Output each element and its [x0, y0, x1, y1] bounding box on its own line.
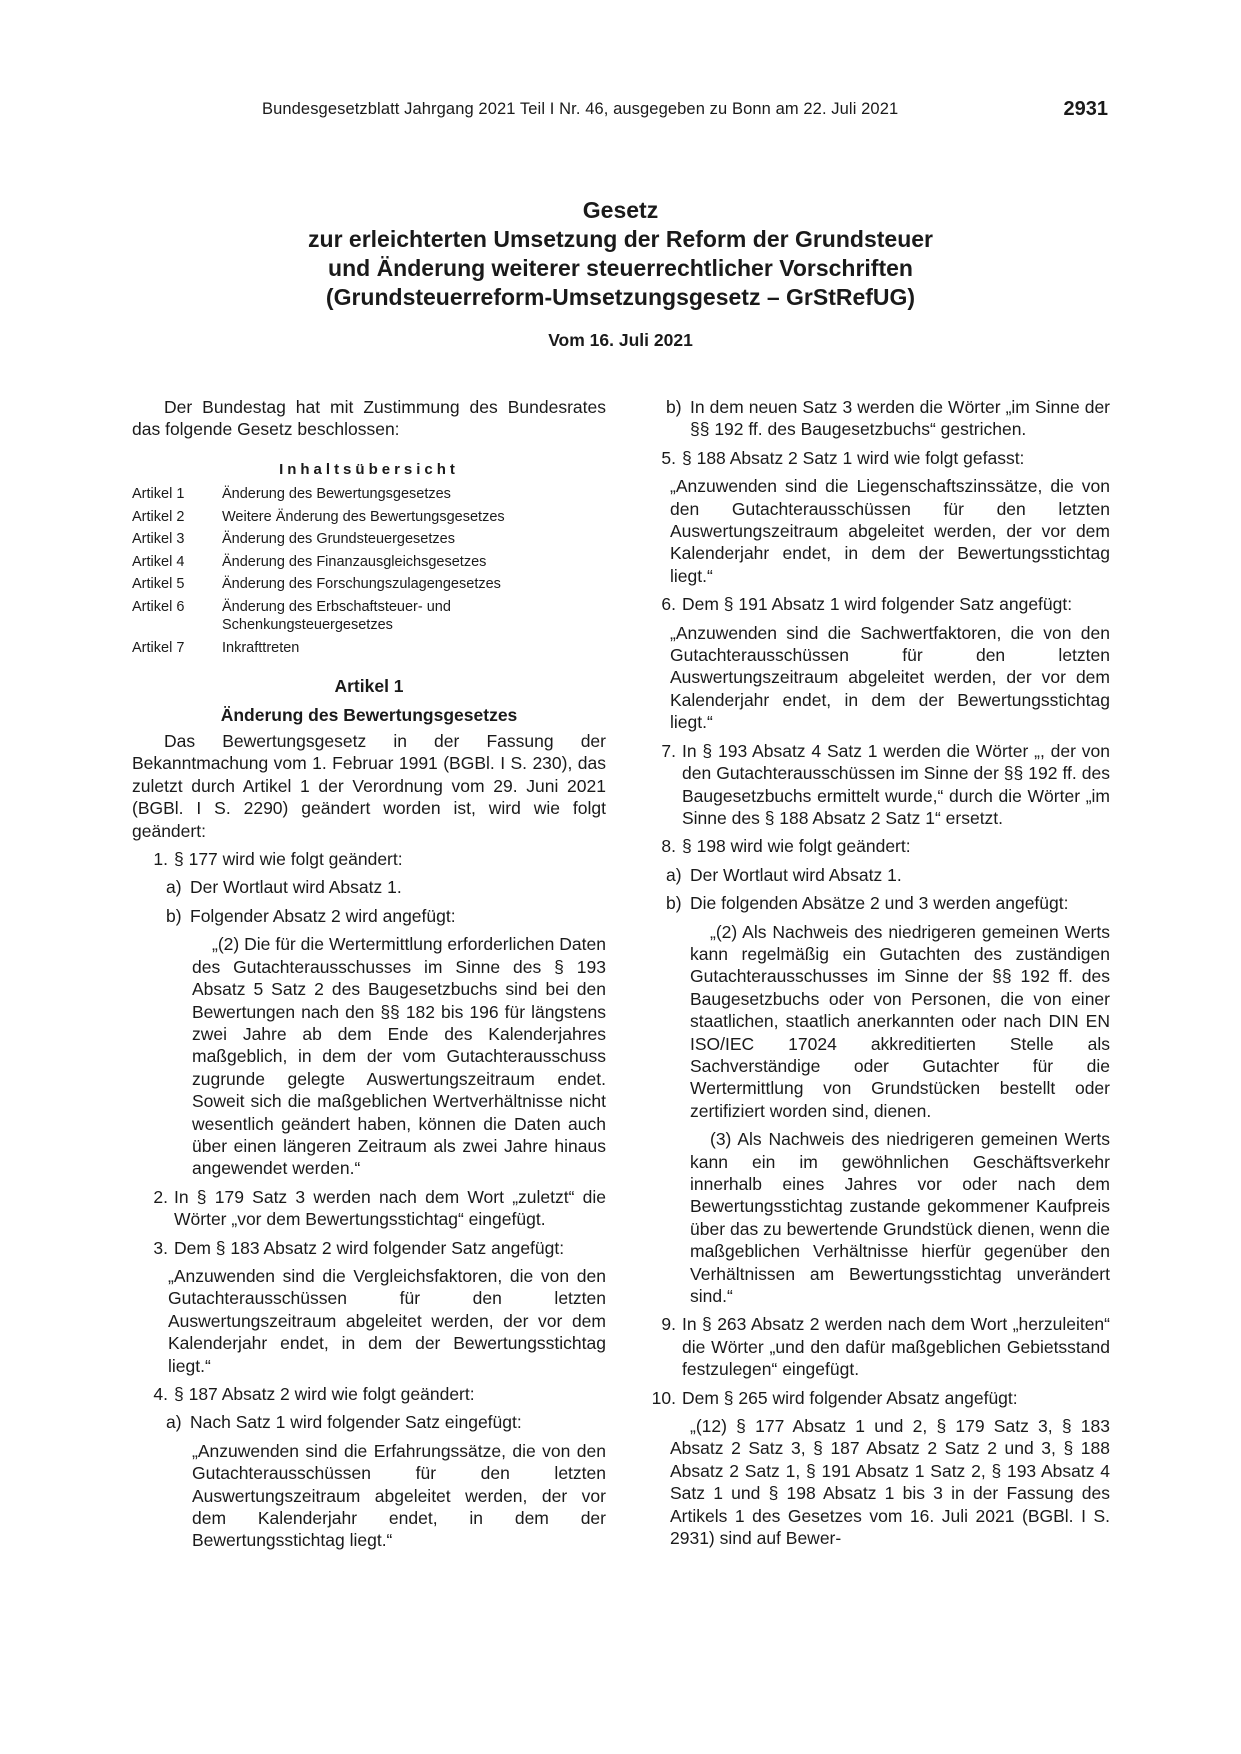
amendment-item	[132, 1186, 606, 1231]
toc-article: Artikel 5	[132, 576, 185, 593]
sub-item-label: b)	[666, 397, 682, 417]
item-number: 10.	[651, 1387, 676, 1408]
quoted-text: „(2) Die für die Wertermittlung erforderlichen Daten des Gutachterausschusses im Sinne des § 193 Absatz 5 Satz 2 des Baugesetzbuchs sind bei den Bewertungen nach den §§ 182 bis 196 für längstens zwei Jahre ab dem Ende des Kalenderjahres maßgeblich, in dem der vom Gutachterausschuss zugrunde gelegte Auswertungszeitraum endet. Soweit sich die maßgeblichen Wertverhältnisse nicht wesentlich geändert haben, können die Daten auch über einen längeren Zeitraum als zwei Jahre hinaus angewendet werden.“	[192, 934, 606, 1179]
item-text: Dem § 191 Absatz 1 wird folgender Satz angefügt:	[682, 594, 1073, 615]
item-text: In § 263 Absatz 2 werden nach dem Wort „herzuleiten“ die Wörter „und den dafür maßgeblichen Gebietsstand festzulegen“ eingefügt.	[682, 1314, 1110, 1380]
item-number: 4.	[153, 1384, 168, 1404]
toc-article: Artikel 6	[132, 598, 185, 615]
toc-row	[132, 553, 606, 572]
law-title	[0, 196, 1241, 312]
toc-article: Artikel 4	[132, 553, 185, 570]
item-number: 3.	[153, 1237, 168, 1258]
sub-item-text: Der Wortlaut wird Absatz 1.	[690, 864, 902, 885]
table-of-contents	[132, 485, 606, 661]
toc-title: Inhaltsübersicht	[279, 460, 459, 478]
amendment-item	[640, 740, 1110, 830]
sub-item-text: In dem neuen Satz 3 werden die Wörter „im Sinne der §§ 192 ff. des Baugesetzbuchs“ gestrichen.	[690, 397, 1110, 440]
right-column	[640, 396, 1110, 1550]
title-line: (Grundsteuerreform-Umsetzungsgesetz – GrStRefUG)	[325, 284, 916, 310]
toc-article: Artikel 1	[132, 486, 185, 503]
amendment-item	[132, 1383, 606, 1405]
item-number: 5.	[661, 447, 676, 468]
amendment-item	[640, 447, 1110, 469]
item-text: § 177 wird wie folgt geändert:	[174, 849, 403, 870]
sub-item	[640, 396, 1110, 441]
sub-item	[132, 1411, 606, 1433]
toc-description: Änderung des Bewertungsgesetzes	[222, 486, 451, 503]
toc-row	[132, 485, 606, 504]
sub-item-label: a)	[166, 877, 182, 898]
sub-item	[640, 864, 1110, 886]
amendment-item	[640, 835, 1110, 857]
sub-item-text: Nach Satz 1 wird folgender Satz eingefügt:	[190, 1412, 522, 1433]
sub-item-text: Folgender Absatz 2 wird angefügt:	[190, 905, 456, 926]
sub-item	[640, 892, 1110, 914]
toc-description: Weitere Änderung des Bewertungsgesetzes	[222, 508, 505, 525]
item-number: 1.	[153, 849, 168, 870]
running-head: Bundesgesetzblatt Jahrgang 2021 Teil I Nr. 46, ausgegeben zu Bonn am 22. Juli 2021	[262, 100, 899, 118]
toc-description: Änderung des Forschungszulagengesetzes	[222, 576, 501, 593]
toc-article: Artikel 7	[132, 639, 185, 656]
toc-row	[132, 508, 606, 527]
quoted-text: (3) Als Nachweis des niedrigeren gemeinen Werts kann ein im gewöhnlichen Geschäftsverkehr innerhalb eines Jahres vor oder nach dem Bewertungsstichtag zustande gekommener Kaufpreis über das zu bewertende Grundstück dienen, wenn die maßgeblichen Verhältnisse hierfür gegenüber den Verhältnissen am Bewertungsstichtag unverändert sind.“	[690, 1129, 1110, 1307]
enacting-clause: Der Bundestag hat mit Zustimmung des Bundesrates das folgende Gesetz beschlossen:	[132, 397, 606, 440]
sub-item-label: a)	[166, 1412, 182, 1433]
item-number: 9.	[661, 1314, 676, 1335]
item-text: Dem § 265 wird folgender Absatz angefügt:	[682, 1387, 1018, 1408]
sub-item	[132, 876, 606, 898]
item-text: In § 179 Satz 3 werden nach dem Wort „zuletzt“ die Wörter „vor dem Bewertungsstichtag“ eingefügt.	[174, 1186, 606, 1230]
sub-item-text: Der Wortlaut wird Absatz 1.	[190, 877, 402, 898]
toc-row	[132, 530, 606, 549]
amendment-item	[132, 848, 606, 870]
title-line: Gesetz	[582, 197, 659, 223]
toc-row	[132, 575, 606, 594]
sub-item-label: a)	[666, 864, 682, 885]
toc-article: Artikel 3	[132, 531, 185, 548]
item-text: In § 193 Absatz 4 Satz 1 werden die Wörter „, der von den Gutachterausschüssen im Sinne der §§ 192 ff. des Baugesetzbuchs ermittelt wurde,“ durch die Wörter „im Sinne des § 188 Absatz 2 Satz 1“ ersetzt.	[682, 740, 1110, 828]
item-number: 8.	[661, 836, 676, 857]
item-text: Dem § 183 Absatz 2 wird folgender Satz angefügt:	[174, 1237, 565, 1258]
title-line: zur erleichterten Umsetzung der Reform der Grundsteuer	[308, 226, 933, 252]
sub-item	[132, 905, 606, 927]
item-text: § 188 Absatz 2 Satz 1 wird wie folgt gefasst:	[682, 447, 1025, 468]
toc-row	[132, 598, 606, 635]
item-number: 7.	[661, 740, 676, 761]
amendment-item	[640, 1313, 1110, 1380]
item-text: § 198 wird wie folgt geändert:	[682, 836, 911, 857]
title-line: und Änderung weiterer steuerrechtlicher Vorschriften	[328, 255, 913, 281]
toc-description: Änderung des Finanzausgleichsgesetzes	[222, 553, 487, 570]
amendment-item	[132, 1237, 606, 1259]
item-number: 6.	[661, 594, 676, 615]
quoted-text: „Anzuwenden sind die Liegenschaftszinssätze, die von den Gutachterausschüssen für den letzten Auswertungszeitraum abgeleitet werden, der vor dem Kalenderjahr endet, in dem der Bewertungsstichtag liegt.“	[670, 476, 1110, 586]
article-subheading: Änderung des Bewertungsgesetzes	[220, 704, 518, 725]
page-header	[0, 100, 1241, 126]
item-number: 2.	[153, 1186, 168, 1207]
amendment-item	[640, 1387, 1110, 1409]
quoted-text: „Anzuwenden sind die Vergleichsfaktoren, die von den Gutachterausschüssen für den letzten Auswertungszeitraum abgeleitet werden, der vor dem Kalenderjahr endet, in dem der Bewertungsstichtag liegt.“	[168, 1265, 606, 1376]
article-intro: Das Bewertungsgesetz in der Fassung der Bekanntmachung vom 1. Februar 1991 (BGBl. I S. 230), das zuletzt durch Artikel 1 der Verordnung vom 29. Juni 2021 (BGBl. I S. 2290) geändert worden ist, wird wie folgt geändert:	[132, 731, 606, 841]
toc-description: Inkrafttreten	[222, 639, 300, 656]
page-number: 2931	[1063, 98, 1108, 120]
quoted-text: „(12) § 177 Absatz 1 und 2, § 179 Satz 3, § 183 Absatz 2 Satz 3, § 187 Absatz 2 Satz 2 und 3, § 188 Absatz 2 Satz 1, § 191 Absatz 1 Satz 2, § 193 Absatz 4 Satz 1 und § 198 Absatz 1 bis 3 in der Fassung des Artikels 1 des Gesetzes vom 16. Juli 2021 (BGBl. I S. 2931) sind auf Bewer-	[670, 1416, 1110, 1549]
toc-row	[132, 639, 606, 658]
toc-article: Artikel 2	[132, 508, 185, 525]
quoted-text: „(2) Als Nachweis des niedrigeren gemeinen Werts kann regelmäßig ein Gutachten des zuständigen Gutachterausschusses im Sinne der §§ 192 ff. des Baugesetzbuchs oder von Personen, die von einer staatlichen, staatlich anerkannten oder nach DIN EN ISO/IEC 17024 akkreditierten Stelle als Sachverständige oder Gutachter für die Wertermittlung von Grundstücken bestellt oder zertifiziert worden sind, dienen.	[690, 921, 1110, 1121]
law-date: Vom 16. Juli 2021	[548, 330, 693, 350]
quoted-text: „Anzuwenden sind die Erfahrungssätze, die von den Gutachterausschüssen für den letzten Auswertungszeitraum abgeleitet werden, der vor dem Kalenderjahr endet, in dem der Bewertungsstichtag liegt.“	[192, 1440, 606, 1551]
item-text: § 187 Absatz 2 wird wie folgt geändert:	[174, 1384, 475, 1404]
sub-item-label: b)	[166, 905, 182, 926]
toc-description: Änderung des Grundsteuergesetzes	[222, 531, 455, 548]
toc-description: Änderung des Erbschaftsteuer- und Schenkungsteuergesetzes	[222, 598, 451, 634]
sub-item-text: Die folgenden Absätze 2 und 3 werden angefügt:	[690, 893, 1069, 914]
quoted-text: „Anzuwenden sind die Sachwertfaktoren, die von den Gutachterausschüssen für den letzten Auswertungszeitraum abgeleitet werden, der vor dem Kalenderjahr endet, in dem der Bewertungsstichtag liegt.“	[670, 622, 1110, 733]
left-column	[132, 396, 606, 1552]
article-heading: Artikel 1	[334, 676, 404, 697]
sub-item-label: b)	[666, 893, 682, 914]
amendment-item	[640, 593, 1110, 615]
